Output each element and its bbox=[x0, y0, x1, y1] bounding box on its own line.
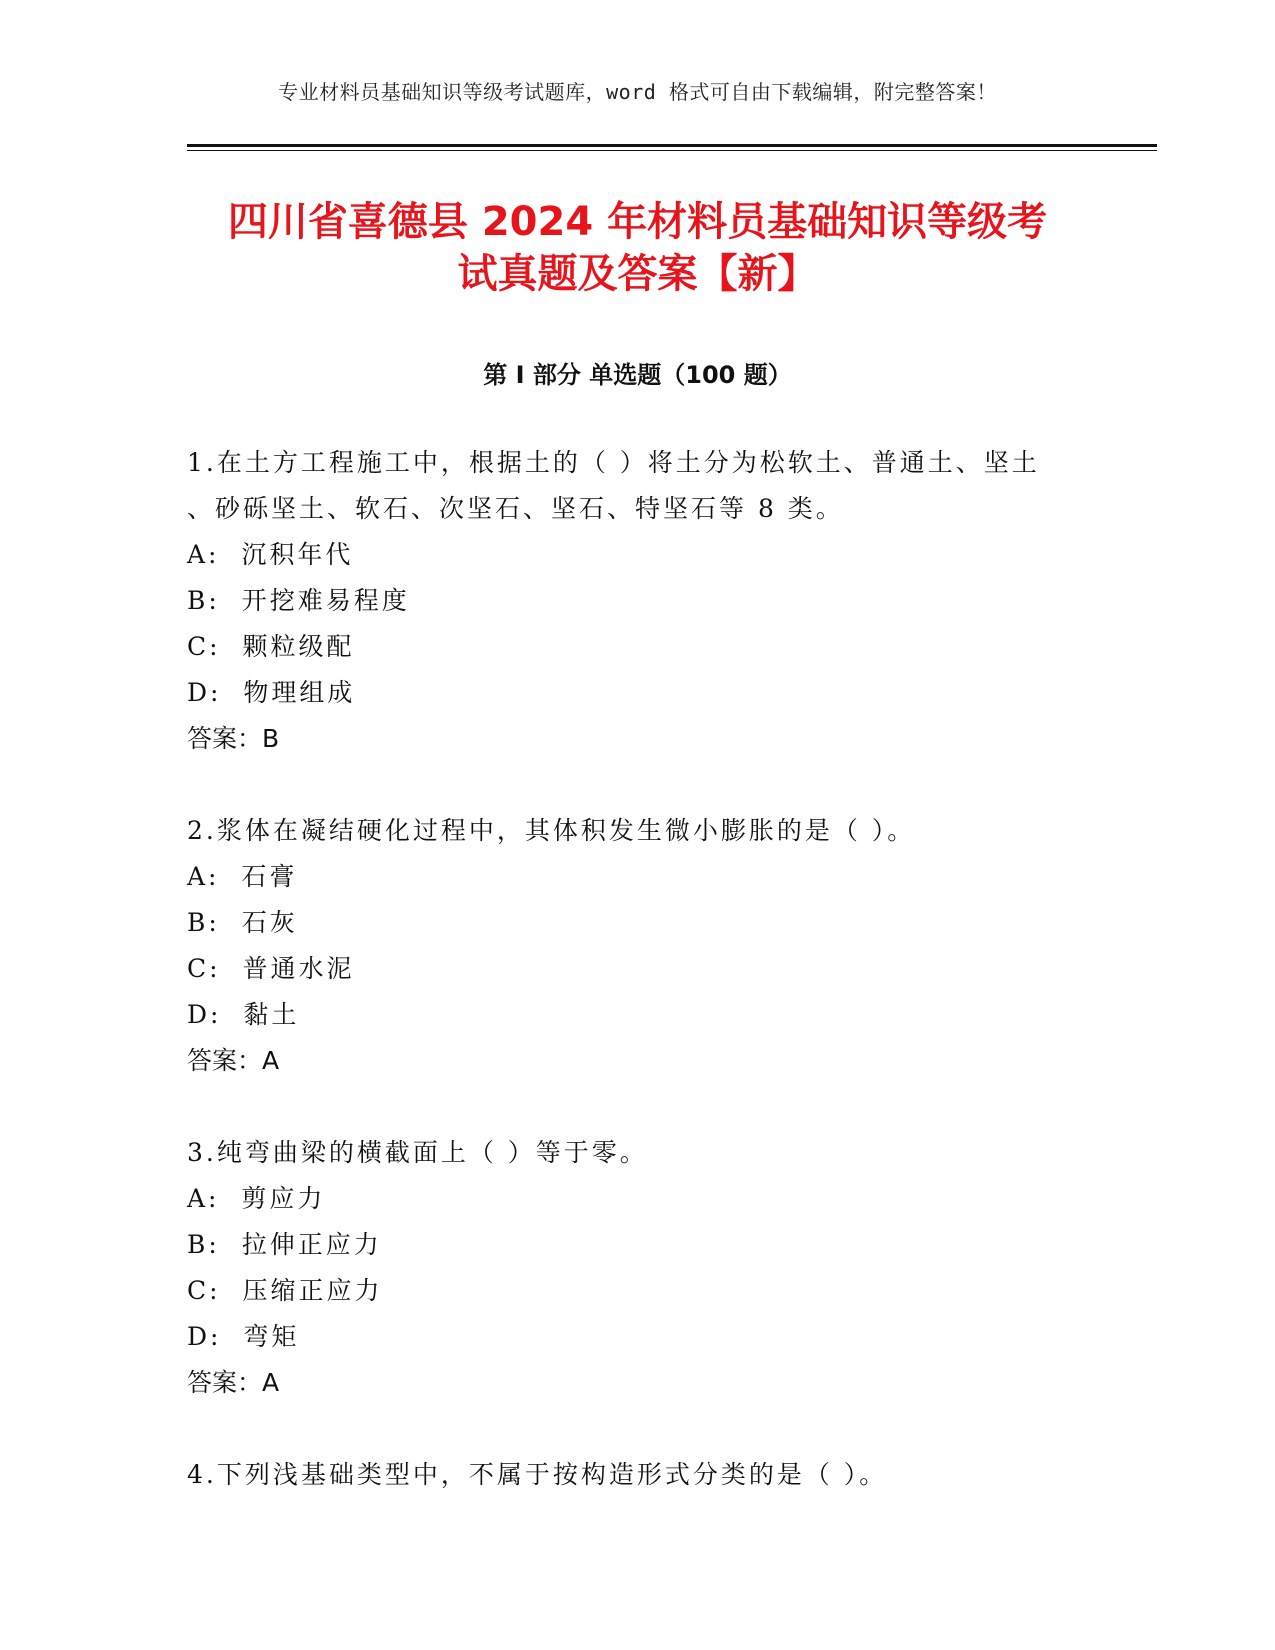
option-b: B: 开挖难易程度 bbox=[187, 586, 410, 615]
option-b: B: 拉伸正应力 bbox=[187, 1230, 382, 1259]
question-stem: 1.在土方工程施工中，根据土的（ ）将土分为松软土、普通土、坚土 bbox=[187, 448, 1040, 477]
option-c: C: 压缩正应力 bbox=[187, 1276, 383, 1305]
answer: 答案：A bbox=[187, 1368, 280, 1397]
question-spacer bbox=[187, 1406, 1087, 1452]
question-spacer bbox=[187, 762, 1087, 808]
answer: 答案：A bbox=[187, 1046, 280, 1075]
answer: 答案：B bbox=[187, 724, 280, 753]
option-c: C: 普通水泥 bbox=[187, 954, 355, 983]
option-a: A: 沉积年代 bbox=[187, 540, 354, 569]
title-line-2: 试真题及答案【新】 bbox=[457, 251, 818, 297]
question-list bbox=[187, 440, 1087, 1498]
document-title bbox=[150, 196, 1125, 300]
option-a: A: 石膏 bbox=[187, 862, 298, 891]
header-divider-thin bbox=[187, 150, 1157, 151]
option-d: D: 黏土 bbox=[187, 1000, 300, 1029]
question-3 bbox=[187, 1130, 1087, 1406]
question-stem: 2.浆体在凝结硬化过程中，其体积发生微小膨胀的是（ ）。 bbox=[187, 816, 916, 845]
header-divider-thick bbox=[187, 144, 1157, 147]
question-stem: 4.下列浅基础类型中，不属于按构造形式分类的是（ ）。 bbox=[187, 1460, 888, 1489]
question-spacer bbox=[187, 1084, 1087, 1130]
option-d: D: 弯矩 bbox=[187, 1322, 300, 1351]
section-heading: 第 I 部分 单选题（100 题） bbox=[483, 361, 792, 389]
question-stem-continued: 、砂砾坚土、软石、次坚石、坚石、特坚石等 8 类。 bbox=[187, 494, 844, 523]
question-4 bbox=[187, 1452, 1087, 1498]
question-stem: 3.纯弯曲梁的横截面上（ ）等于零。 bbox=[187, 1138, 648, 1167]
title-line-1: 四川省喜德县 2024 年材料员基础知识等级考 bbox=[227, 199, 1048, 245]
option-c: C: 颗粒级配 bbox=[187, 632, 355, 661]
option-d: D: 物理组成 bbox=[187, 678, 356, 707]
option-a: A: 剪应力 bbox=[187, 1184, 326, 1213]
question-1 bbox=[187, 440, 1087, 762]
question-2 bbox=[187, 808, 1087, 1084]
header-note: 专业材料员基础知识等级考试题库，word 格式可自由下载编辑，附完整答案！ bbox=[278, 80, 997, 104]
option-b: B: 石灰 bbox=[187, 908, 298, 937]
